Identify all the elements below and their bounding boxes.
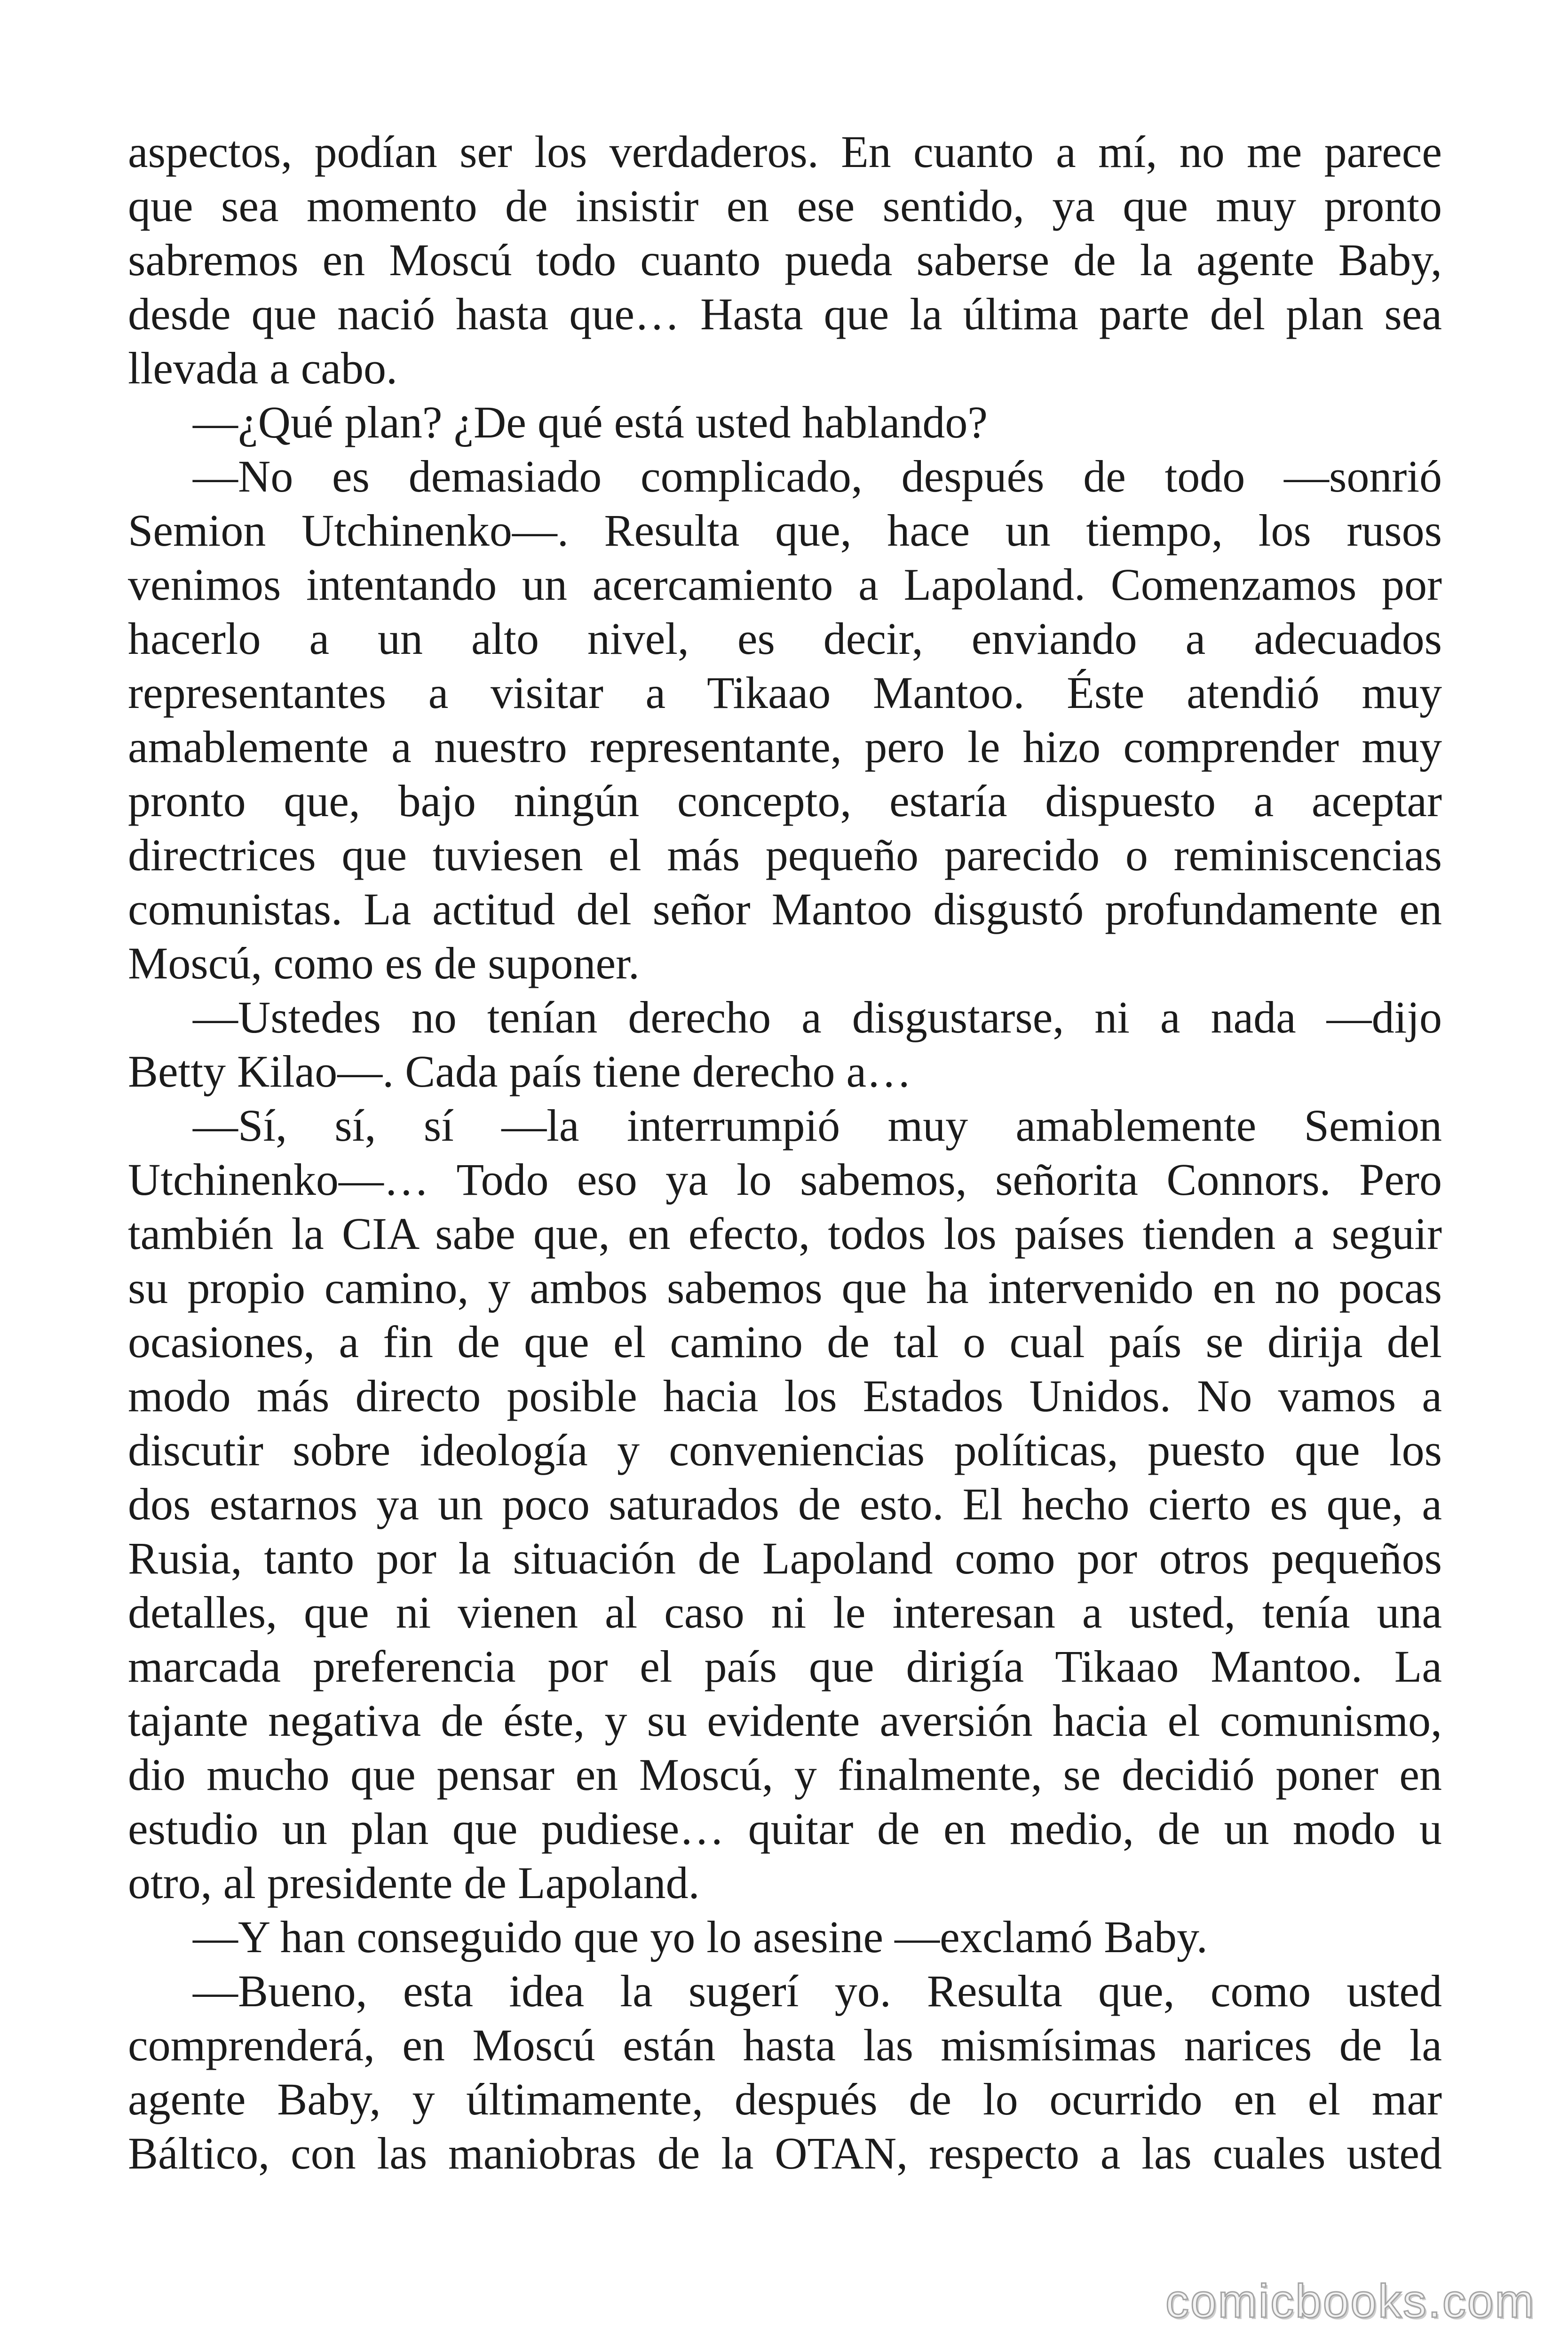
text-line: Utchinenko—… Todo eso ya lo sabemos, señorita Connors. Pero bbox=[128, 1154, 1442, 1205]
text-line: Betty Kilao—. Cada país tiene derecho a… bbox=[128, 1046, 912, 1097]
text-line: discutir sobre ideología y conveniencias políticas, puesto que los bbox=[128, 1425, 1442, 1475]
paragraph bbox=[128, 395, 1442, 449]
text-line: marcada preferencia por el país que dirigía Tikaao Mantoo. La bbox=[128, 1641, 1442, 1692]
text-line: venimos intentando un acercamiento a Lapoland. Comenzamos por bbox=[128, 559, 1442, 610]
text-line: —Bueno, esta idea la sugerí yo. Resulta que, como usted bbox=[193, 1966, 1442, 2016]
text-line: amablemente a nuestro representante, pero le hizo comprender muy bbox=[128, 722, 1442, 772]
text-line: dos estarnos ya un poco saturados de esto. El hecho cierto es que, a bbox=[128, 1479, 1442, 1529]
text-line: Báltico, con las maniobras de la OTAN, respecto a las cuales usted bbox=[128, 2128, 1442, 2178]
paragraph bbox=[128, 1964, 1442, 2180]
text-line: —Sí, sí, sí —la interrumpió muy amablemente Semion bbox=[193, 1100, 1442, 1151]
text-line: Moscú, como es de suponer. bbox=[128, 938, 640, 988]
paragraph bbox=[128, 1098, 1442, 1910]
text-line: —¿Qué plan? ¿De qué está usted hablando? bbox=[193, 397, 988, 447]
text-line: representantes a visitar a Tikaao Mantoo. Éste atendió muy bbox=[128, 667, 1442, 718]
body-text bbox=[128, 125, 1442, 2180]
paragraph bbox=[128, 449, 1442, 990]
text-line: llevada a cabo. bbox=[128, 343, 397, 393]
text-line: directrices que tuviesen el más pequeño parecido o reminiscencias bbox=[128, 830, 1442, 880]
text-line: desde que nació hasta que… Hasta que la última parte del plan sea bbox=[128, 289, 1442, 339]
text-line: comunistas. La actitud del señor Mantoo disgustó profundamente en bbox=[128, 884, 1442, 934]
watermark-logo: comicbooks.com bbox=[1165, 2275, 1536, 2328]
text-line: Rusia, tanto por la situación de Lapoland como por otros pequeños bbox=[128, 1533, 1442, 1583]
text-line: comprenderá, en Moscú están hasta las mismísimas narices de la bbox=[128, 2020, 1442, 2070]
text-line: también la CIA sabe que, en efecto, todos los países tienden a seguir bbox=[128, 1208, 1442, 1259]
text-line: detalles, que ni vienen al caso ni le interesan a usted, tenía una bbox=[128, 1587, 1442, 1637]
paragraph bbox=[128, 1910, 1442, 1964]
text-line: estudio un plan que pudiese… quitar de en medio, de un modo u bbox=[128, 1804, 1442, 1854]
text-line: agente Baby, y últimamente, después de lo ocurrido en el mar bbox=[128, 2074, 1442, 2124]
text-line: modo más directo posible hacia los Estados Unidos. No vamos a bbox=[128, 1371, 1442, 1421]
text-line: su propio camino, y ambos sabemos que ha intervenido en no pocas bbox=[128, 1263, 1442, 1313]
text-line: otro, al presidente de Lapoland. bbox=[128, 1858, 700, 1908]
text-line: —Y han conseguido que yo lo asesine —exclamó Baby. bbox=[193, 1912, 1208, 1962]
paragraph bbox=[128, 125, 1442, 395]
text-line: —No es demasiado complicado, después de todo —sonrió bbox=[193, 451, 1442, 501]
text-line: pronto que, bajo ningún concepto, estaría dispuesto a aceptar bbox=[128, 776, 1442, 826]
text-line: sabremos en Moscú todo cuanto pueda saberse de la agente Baby, bbox=[128, 235, 1442, 285]
text-line: —Ustedes no tenían derecho a disgustarse, ni a nada —dijo bbox=[193, 992, 1442, 1042]
text-line: Semion Utchinenko—. Resulta que, hace un tiempo, los rusos bbox=[128, 505, 1442, 556]
text-line: aspectos, podían ser los verdaderos. En cuanto a mí, no me parece bbox=[128, 127, 1442, 177]
text-line: dio mucho que pensar en Moscú, y finalmente, se decidió poner en bbox=[128, 1749, 1442, 1800]
text-line: ocasiones, a fin de que el camino de tal o cual país se dirija del bbox=[128, 1317, 1442, 1367]
paragraph bbox=[128, 990, 1442, 1098]
text-line: hacerlo a un alto nivel, es decir, enviando a adecuados bbox=[128, 613, 1442, 664]
text-line: tajante negativa de éste, y su evidente aversión hacia el comunismo, bbox=[128, 1695, 1442, 1746]
text-line: que sea momento de insistir en ese sentido, ya que muy pronto bbox=[128, 181, 1442, 231]
